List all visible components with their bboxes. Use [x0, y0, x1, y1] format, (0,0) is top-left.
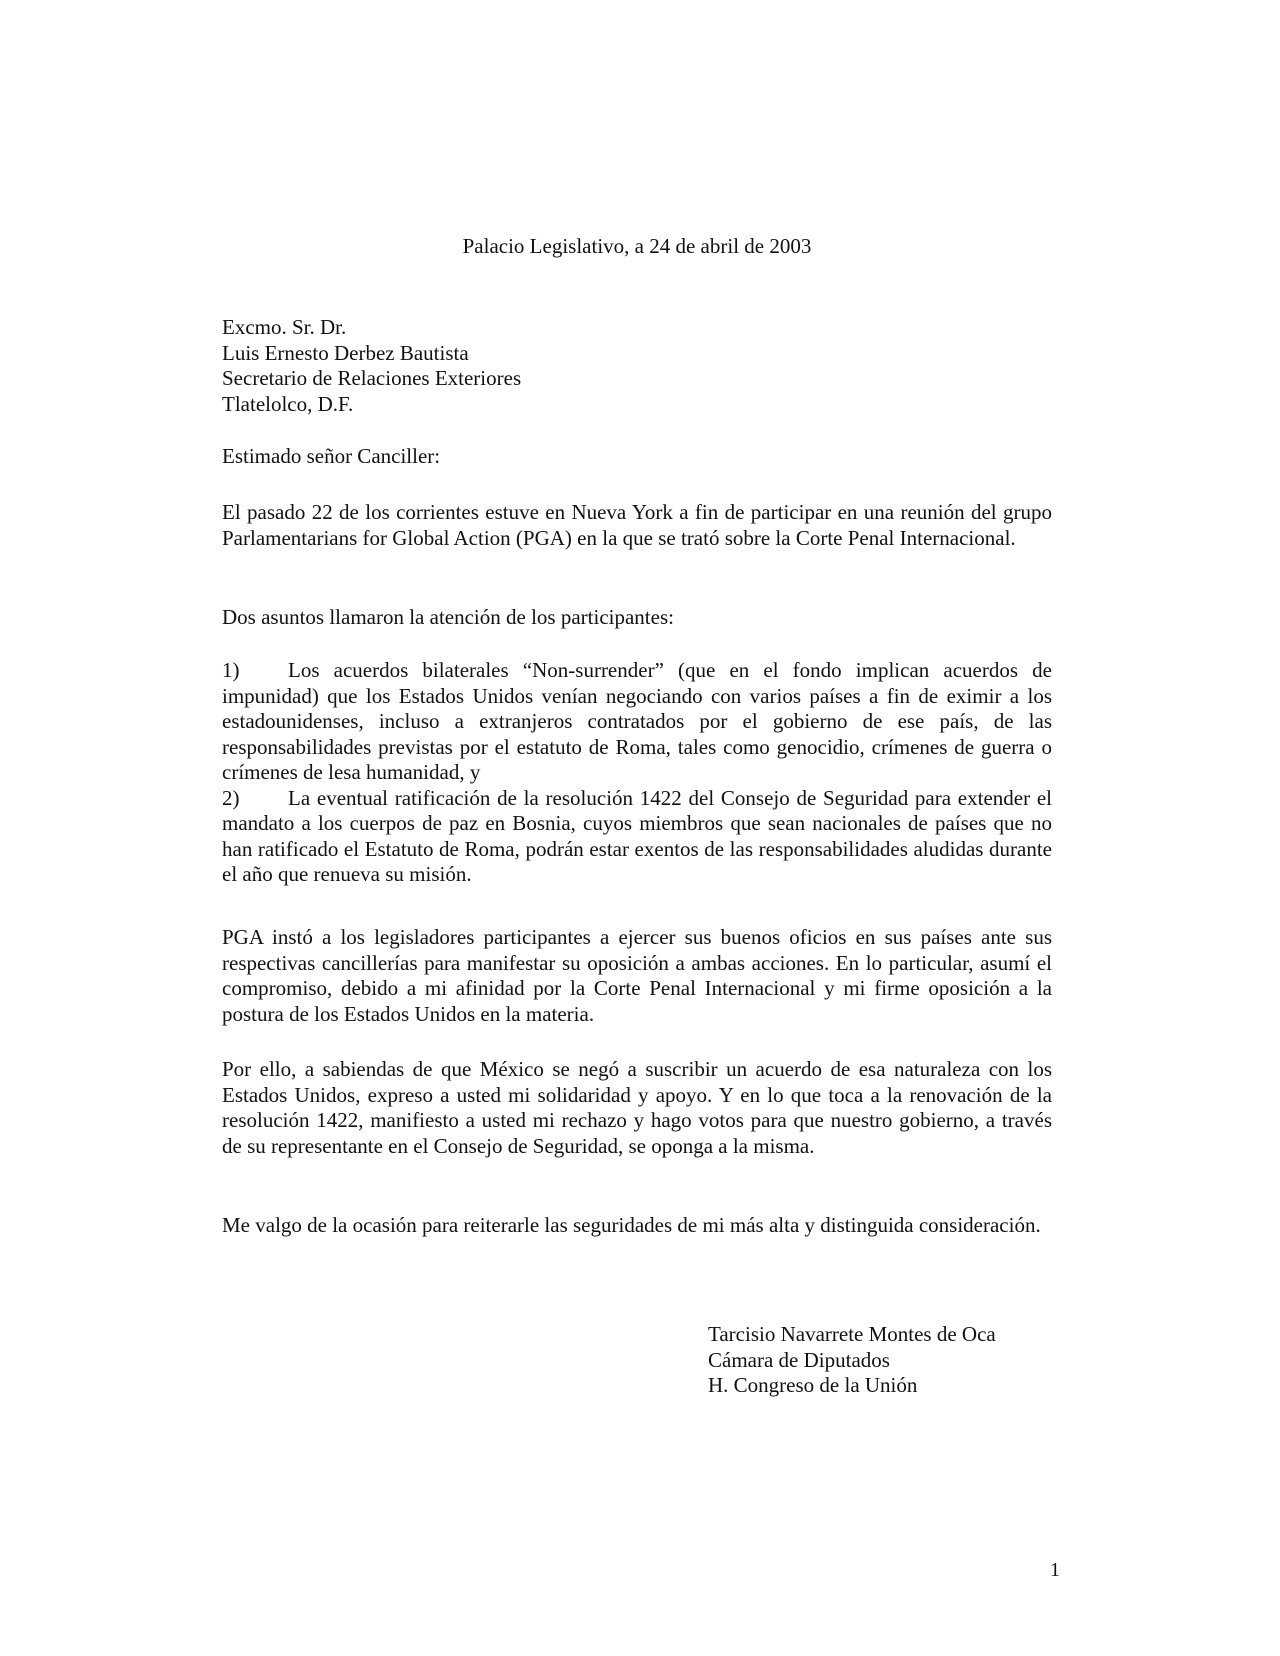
list-item-text: Los acuerdos bilaterales “Non-surrender” (que en el fondo implican acuerdos de impunidad) que los Estados Unidos venían negociando con varios países a fin de eximir a los estadounidenses, incluso a extranjeros contratados por el gobierno de ese país, de las responsabilidades previstas por el estatuto de Roma, tales como genocidio, crímenes de guerra o crímenes de lesa humanidad, y: [222, 658, 1052, 784]
addressee-position: Secretario de Relaciones Exteriores: [222, 366, 522, 390]
signatory-congress: H. Congreso de la Unión: [708, 1373, 918, 1397]
addressee-name: Luis Ernesto Derbez Bautista: [222, 340, 469, 365]
page-number: 1: [1050, 1559, 1060, 1581]
list-item-number: 1): [222, 658, 240, 682]
list-item: [222, 658, 1052, 786]
addressee-location: Tlatelolco, D.F.: [222, 391, 354, 416]
paragraph-topics: Dos asuntos llamaron la atención de los participantes:: [222, 605, 674, 629]
signatory-name: Tarcisio Navarrete Montes de Oca: [708, 1322, 996, 1346]
list-item: [222, 786, 1052, 888]
list-item-text: La eventual ratificación de la resolución 1422 del Consejo de Seguridad para extender el mandato a los cuerpos de paz en Bosnia, cuyos miembros que sean nacionales de países que no han ratificado el Estatuto de Roma, podrán estar exentos de las responsabilidades aludidas durante el año que renueva su misión.: [222, 785, 1052, 886]
topics-list: [222, 658, 1052, 888]
paragraph-position: Por ello, a sabiendas de que México se negó a suscribir un acuerdo de esa naturaleza con los Estados Unidos, expreso a usted mi solidaridad y apoyo. Y en lo que toca a la renovación de la resolución 1422, manifiesto a usted mi rechazo y hago votos para que nuestro gobierno, a través de su representante en el Consejo de Seguridad, se oponga a la misma.: [222, 1057, 1052, 1158]
signatory-chamber: Cámara de Diputados: [708, 1347, 890, 1372]
paragraph-closing: Me valgo de la ocasión para reiterarle las seguridades de mi más alta y distinguida consideración.: [222, 1213, 1041, 1237]
addressee-title: Excmo. Sr. Dr.: [222, 315, 347, 339]
paragraph-pga: PGA instó a los legisladores participantes a ejercer sus buenos oficios en sus países ante sus respectivas cancillerías para manifestar su oposición a ambas acciones. En lo particular, asumí el compromiso, debido a mi afinidad por la Corte Penal Internacional y mi firme oposición a la postura de los Estados Unidos en la materia.: [222, 925, 1052, 1026]
place-date: Palacio Legislativo, a 24 de abril de 2003: [462, 234, 812, 258]
addressee-block: [222, 315, 1052, 417]
paragraph-intro: El pasado 22 de los corrientes estuve en Nueva York a fin de participar en una reunión del grupo Parlamentarians for Global Action (PGA) en la que se trató sobre la Corte Penal Internacional.: [222, 500, 1052, 550]
list-item-number: 2): [222, 785, 240, 810]
salutation: Estimado señor Canciller:: [222, 444, 441, 468]
signature-block: [708, 1322, 1108, 1399]
